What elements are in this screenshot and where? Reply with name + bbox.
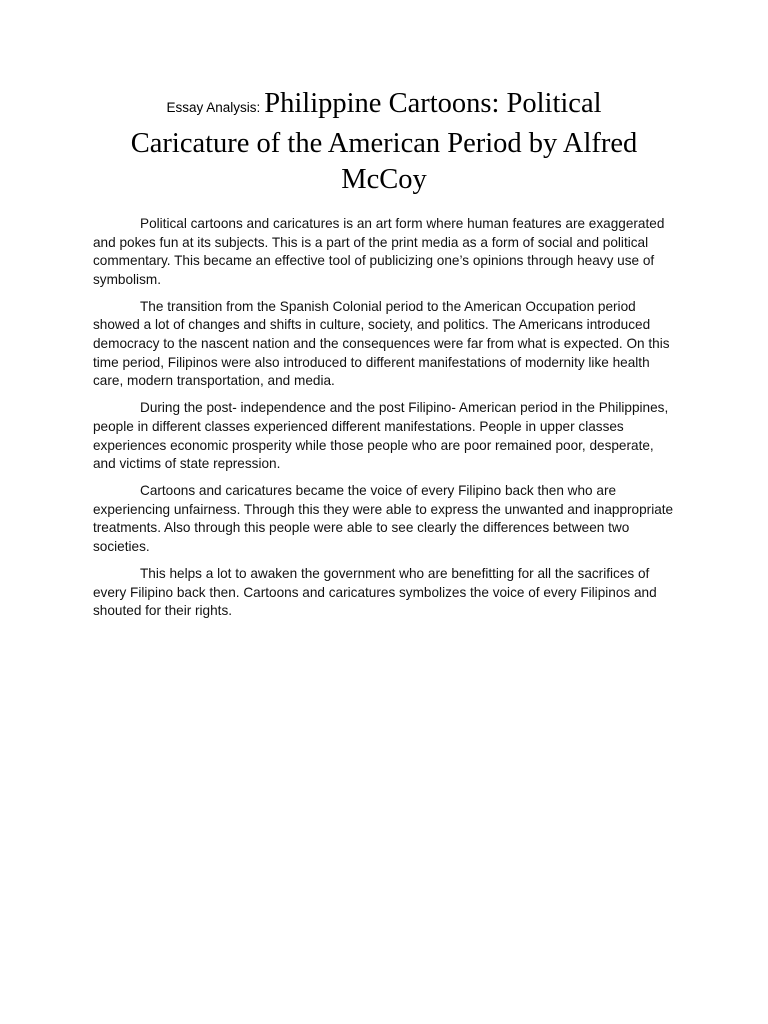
title-line-2: Caricature of the American Period by Alfred <box>130 128 638 159</box>
paragraph-1: Political cartoons and caricatures is an art form where human features are exaggerated and pokes fun at its subjects. This is a part of the print media as a form of social and political commentary. This became an effective tool of publicizing one’s opinions through heavy use of symbolism. <box>93 216 665 287</box>
essay-title <box>90 86 678 198</box>
paragraph-4: Cartoons and caricatures became the voice of every Filipino back then who are experiencing unfairness. Through this they were able to express the unwanted and inappropriate treatments. Also through this people were able to see clearly the differences between two societies. <box>93 483 674 554</box>
paragraph-2: The transition from the Spanish Colonial period to the American Occupation period showed a lot of changes and shifts in culture, society, and politics. The Americans introduced democracy to the nascent nation and the consequences were far from what is expected. On this time period, Filipinos were also introduced to different manifestations of modernity like health care, modern transportation, and media. <box>93 298 670 389</box>
title-main-1: Philippine Cartoons: Political <box>264 88 602 119</box>
title-line-3: McCoy <box>341 164 427 195</box>
title-line-1 <box>90 86 678 126</box>
paragraph-5: This helps a lot to awaken the government who are benefitting for all the sacrifices of every Filipino back then. Cartoons and caricatures symbolizes the voice of every Filipinos and shouted for their rights. <box>93 566 657 619</box>
title-prefix: Essay Analysis: <box>166 100 261 115</box>
paragraph-3: During the post- independence and the post Filipino- American period in the Philippines, people in different classes experienced different manifestations. People in upper classes experiences economic prosperity while those people who are poor remained poor, desperate, and victims of state repression. <box>93 400 669 472</box>
essay-body <box>93 215 678 629</box>
